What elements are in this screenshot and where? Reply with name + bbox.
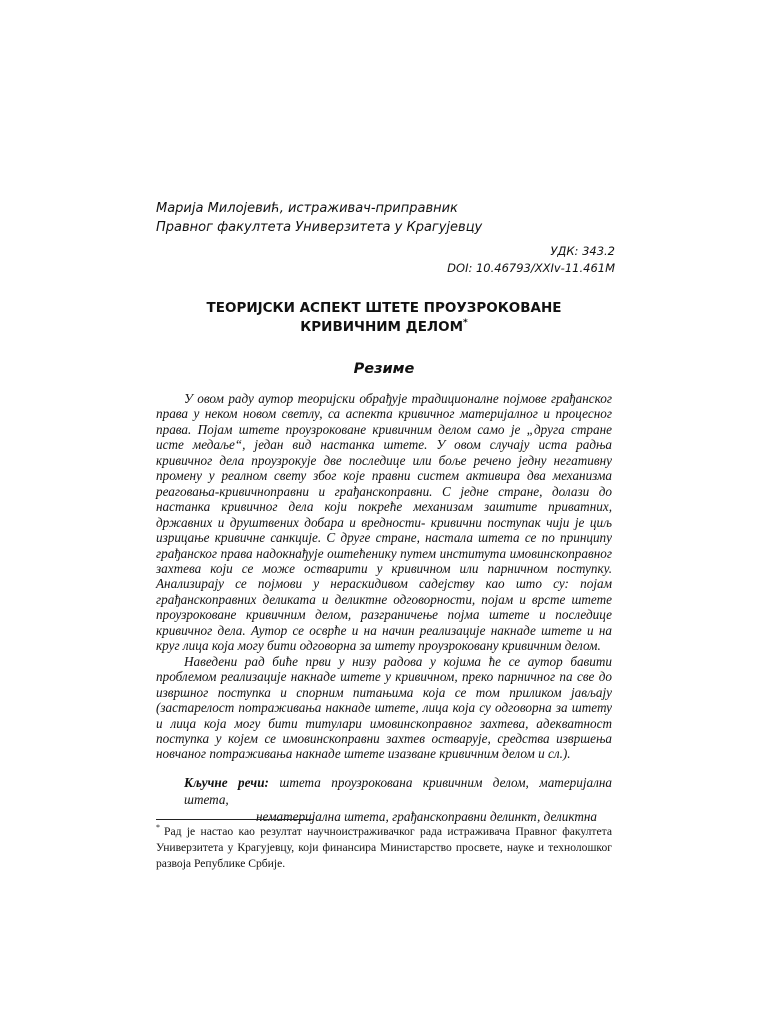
title-line-1: ТЕОРИЈСКИ АСПЕКТ ШТЕТЕ ПРОУЗРОКОВАНЕ (206, 300, 562, 316)
udk-code: УДК: 343.2 (550, 244, 615, 258)
abstract-paragraph-1: У овом раду аутор теоријски обрађује традиционалне појмове грађанског права у неком новом светлу, са аспекта кривичног материјалног и процесног права. Појам штете проузроковане кривичним делом само је „друга стране исте медаље“, један вид настанка штете. У овом случају иста радња кривичног дела проузрокује две последице или боље речено једну негативну промену у реалном свету због које правни систем активира два механизма реаговања-кривичноправни и грађанскоправни. С једне стране, долази до настанка кривичног дела који покреће механизам заштите приватних, државних и друштвених добара и вредности- кривични поступак чији је циљ изрицање кривичне санкције. С друге стране, настала штета се по принципу грађанског права надокнађује оштећенику путем института имовинскоправног захтева који се може остварити у кривичном или парничном поступку. Анализирају се појмови у нераскидивом садејству као што су: појам грађанскоправних деликата и деликтне одговорности, појам и врсте штете проузроковане кривичним делом, разграничење појма штете и последице кривичног дела. Аутор се осврће и на начин реализације накнаде штете и на круг лица која могу бити одговорна за штету проузроковану кривичним делом. (156, 391, 612, 654)
author-name-line: Марија Милојевић, истраживач-приправник (156, 201, 458, 216)
title-footnote-marker: * (463, 318, 468, 328)
keywords-label: Кључне речи: (184, 775, 269, 790)
abstract-heading: Резиме (353, 361, 415, 377)
footnote-marker: * (156, 823, 160, 832)
abstract-body (156, 391, 612, 762)
keywords-line-1 (184, 774, 612, 808)
footnote-divider (156, 819, 314, 820)
footnote (156, 824, 612, 872)
author-affiliation (156, 199, 616, 237)
title-line-2 (156, 318, 612, 337)
paper-title (156, 299, 612, 337)
author-institution-line: Правног факултета Универзитета у Крагујевцу (156, 220, 483, 235)
abstract-paragraph-2: Наведени рад биће први у низу радова у којима ће се аутор бавити проблемом реализације накнаде штете у кривичном, преко парничног па све до извршног поступка и спорним питањима која се том приликом јављају (застарелост потраживања накнаде штете, лица која су одговорна за штету и лица која могу бити титулари имовинскоправног захтева, адекватност поступка у којем се имовинскоправни захтев остварује, средства извршења новчаног потраживања накнаде штете изазване кривичним делом и сл.). (156, 653, 612, 762)
keywords-line-2: нематеријална штета, грађанскоправни делинкт, деликтна (256, 809, 597, 824)
document-identifiers (447, 243, 615, 277)
title-line-2-text: КРИВИЧНИМ ДЕЛОМ (300, 319, 464, 335)
keywords-block (156, 774, 612, 825)
keywords-text-1: штета проузрокована кривичним делом, материјална штета, (184, 775, 613, 807)
footnote-text: Рад је настао као резултат научноистраживачког рада истраживача Правног факултета Универзитета у Крагујевцу, који финансира Министарство просвете, науке и технолошког развоја Републике Србије. (156, 825, 612, 870)
doi-code: DOI: 10.46793/XXIv-11.461M (447, 261, 615, 275)
